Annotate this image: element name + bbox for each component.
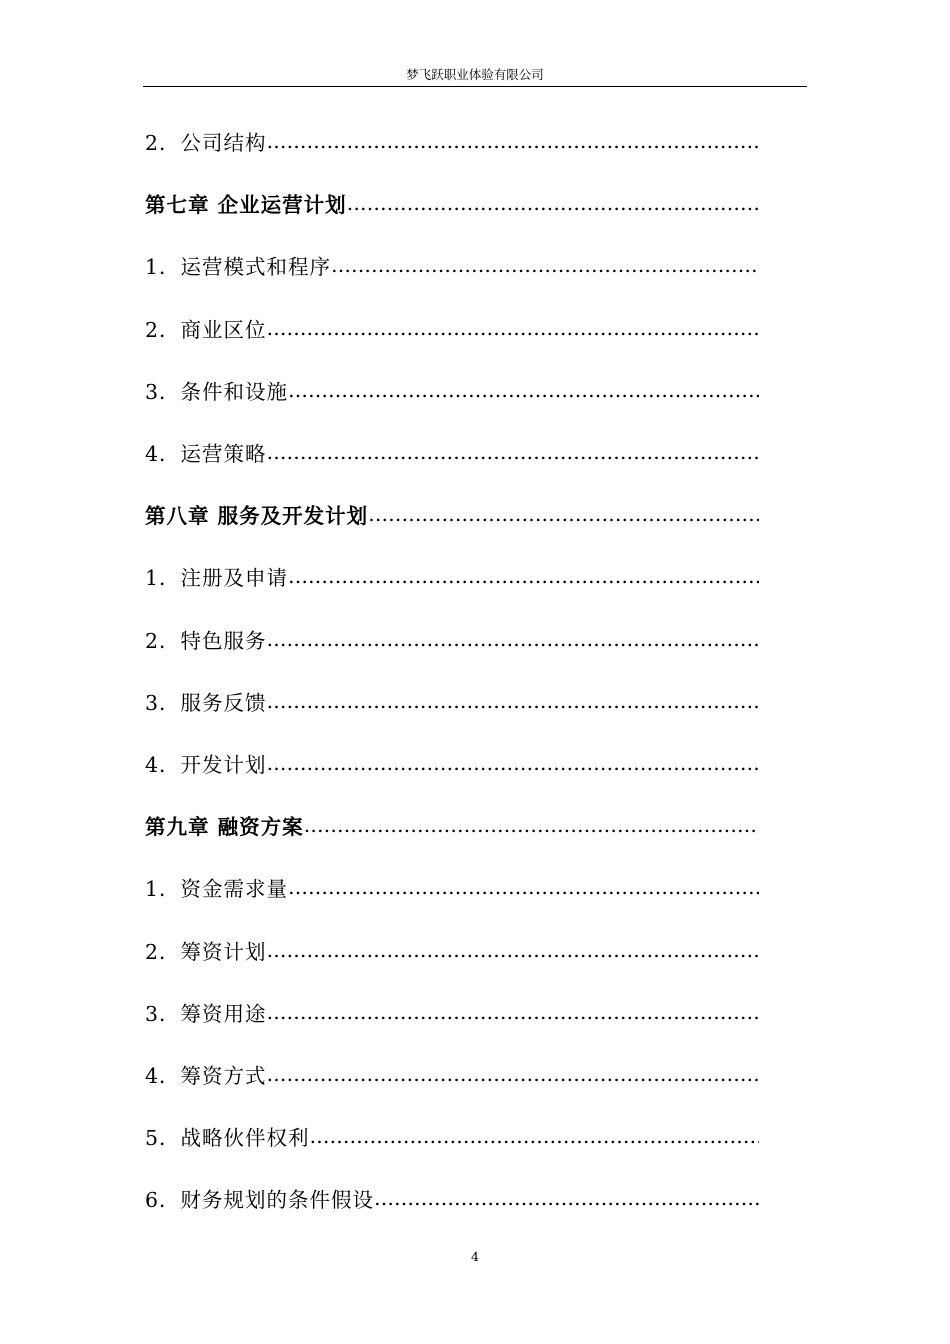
dot-leader — [310, 1124, 759, 1148]
toc-entry-label: 2．筹资计划 — [145, 939, 267, 964]
toc-entry[interactable] — [145, 1043, 759, 1105]
toc-entry-label: 1．资金需求量 — [145, 877, 289, 902]
dot-leader — [267, 751, 759, 775]
toc-entry[interactable] — [145, 981, 759, 1043]
toc-entry-label: 6．财务规划的条件假设 — [145, 1188, 375, 1213]
toc-entry-label: 3．筹资用途 — [145, 1001, 267, 1026]
toc-entry-label: 2．公司结构 — [145, 131, 267, 156]
dot-leader — [267, 689, 759, 713]
toc-entry[interactable] — [145, 670, 759, 732]
dot-leader — [267, 440, 759, 464]
toc-entry-label: 2．特色服务 — [145, 628, 267, 653]
dot-leader — [368, 502, 759, 526]
header-company-name: 梦飞跃职业体验有限公司 — [406, 67, 544, 82]
dot-leader — [304, 813, 759, 837]
toc-entry-label: 4．开发计划 — [145, 752, 267, 777]
dot-leader — [267, 1062, 759, 1086]
toc-entry-label: 第八章 服务及开发计划 — [145, 504, 369, 529]
toc-entry-label: 1．注册及申请 — [145, 566, 289, 591]
toc-entry[interactable] — [145, 545, 759, 607]
toc-entry[interactable] — [145, 359, 759, 421]
toc-chapter-heading[interactable] — [145, 172, 759, 234]
toc-entry-label: 3．服务反馈 — [145, 690, 267, 715]
dot-leader — [267, 938, 759, 962]
toc-chapter-heading[interactable] — [145, 483, 759, 545]
toc-entry-label: 3．条件和设施 — [145, 379, 289, 404]
toc-entry-label: 4．运营策略 — [145, 442, 267, 467]
toc-entry-label: 1．运营模式和程序 — [145, 255, 332, 280]
page-header — [143, 66, 807, 87]
toc-entry-label: 5．战略伙伴权利 — [145, 1126, 310, 1151]
toc-entry[interactable] — [145, 110, 759, 172]
toc-entry[interactable] — [145, 1167, 759, 1229]
toc-entry-label: 第九章 融资方案 — [145, 815, 304, 840]
toc-entry[interactable] — [145, 1105, 759, 1167]
dot-leader — [267, 316, 759, 340]
toc-entry[interactable] — [145, 608, 759, 670]
toc-entry[interactable] — [145, 421, 759, 483]
dot-leader — [288, 564, 759, 588]
dot-leader — [331, 253, 759, 277]
dot-leader — [374, 1186, 759, 1210]
dot-leader — [267, 129, 759, 153]
toc-entry-label: 4．筹资方式 — [145, 1063, 267, 1088]
toc-entry[interactable] — [145, 234, 759, 296]
dot-leader — [347, 191, 759, 215]
toc-entry[interactable] — [145, 732, 759, 794]
toc-entry[interactable] — [145, 856, 759, 918]
dot-leader — [267, 1000, 759, 1024]
toc-entry[interactable] — [145, 918, 759, 980]
page-number: 4 — [471, 1249, 479, 1264]
toc-entry[interactable] — [145, 297, 759, 359]
table-of-contents — [145, 110, 759, 1229]
toc-entry-label: 2．商业区位 — [145, 317, 267, 342]
dot-leader — [288, 875, 759, 899]
dot-leader — [288, 378, 759, 402]
toc-entry-label: 第七章 企业运营计划 — [145, 193, 347, 218]
dot-leader — [267, 627, 759, 651]
toc-chapter-heading[interactable] — [145, 794, 759, 856]
